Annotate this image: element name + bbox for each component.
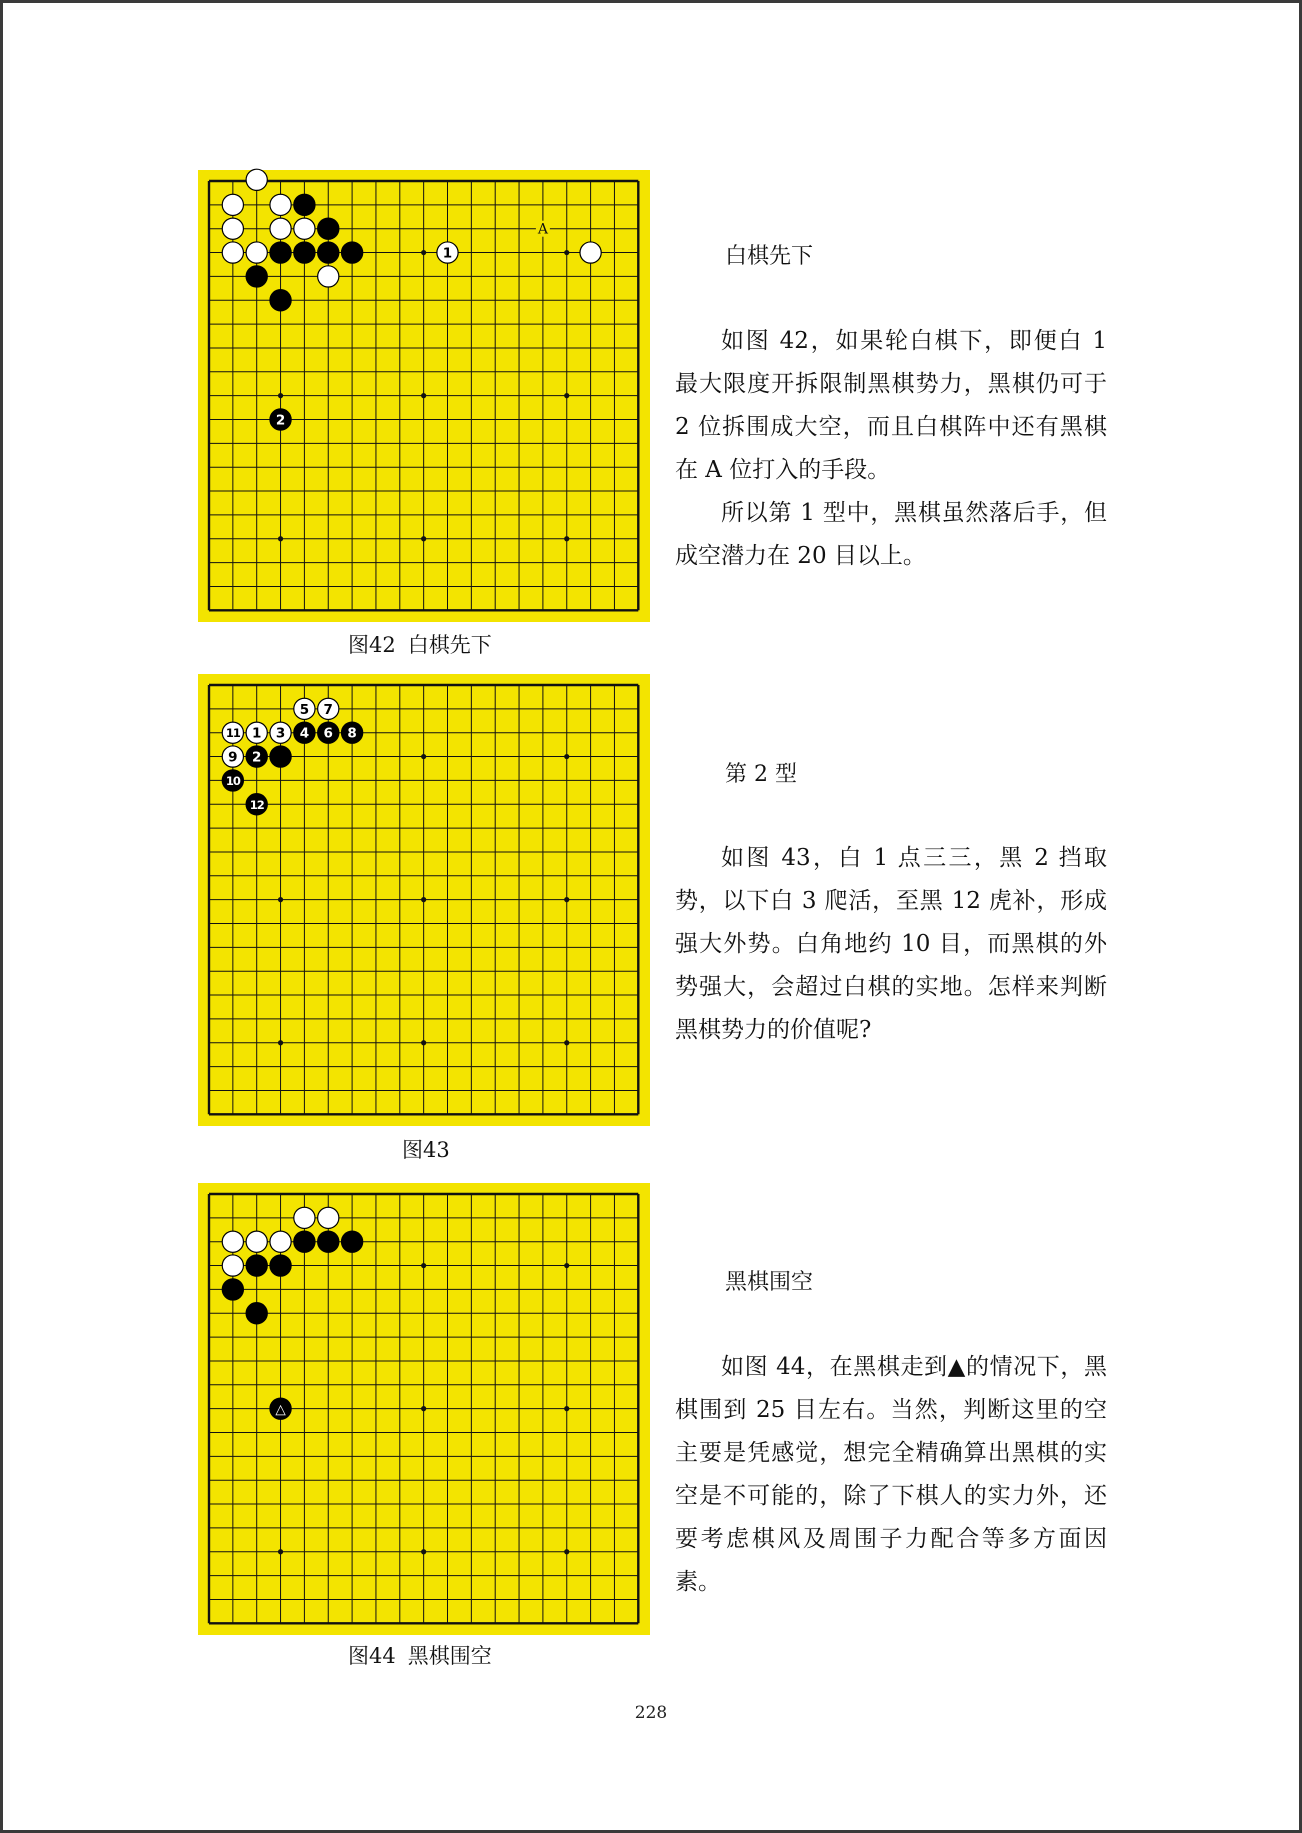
section-paragraph: 如图 42，如果轮白棋下，即便白 1 最大限度开拆限制黑棋势力，黑棋仍可于 2 位拆围成大空，而且白棋阵中还有黑棋在 A 位打入的手段。 bbox=[675, 328, 1107, 483]
black-stone bbox=[294, 242, 315, 263]
figure-caption-43 bbox=[402, 1134, 462, 1164]
letter-mark: A bbox=[537, 221, 548, 238]
star-point bbox=[564, 754, 569, 759]
page-number: 228 bbox=[634, 1703, 668, 1723]
move-number-label: 2 bbox=[275, 412, 286, 429]
star-point bbox=[421, 1406, 426, 1411]
white-stone bbox=[246, 242, 267, 263]
star-point bbox=[421, 393, 426, 398]
star-point bbox=[278, 1040, 283, 1045]
white-stone bbox=[246, 1231, 267, 1252]
white-stone bbox=[294, 218, 315, 239]
star-point bbox=[421, 1040, 426, 1045]
figure-caption-42 bbox=[348, 629, 504, 659]
star-point bbox=[421, 536, 426, 541]
move-number-label: 7 bbox=[323, 701, 333, 718]
section-paragraph: 如图 44，在黑棋走到▲的情况下，黑棋围到 25 目左右。当然，判断这里的空主要是凭感觉，想完全精确算出黑棋的实空是不可能的，除了下棋人的实力外，还要考虑棋风及周围子力配合等多方面因素。 bbox=[675, 1354, 1107, 1595]
figure-title: 黑棋围空 bbox=[407, 1644, 492, 1668]
star-point bbox=[564, 393, 569, 398]
white-stone bbox=[318, 1207, 339, 1228]
black-stone bbox=[294, 1231, 315, 1252]
white-stone bbox=[222, 218, 243, 239]
black-stone bbox=[270, 242, 291, 263]
white-stone bbox=[222, 194, 243, 215]
white-stone bbox=[246, 169, 267, 190]
black-stone bbox=[318, 218, 339, 239]
move-number-label: 2 bbox=[251, 749, 262, 766]
go-board-svg-fig43 bbox=[198, 674, 650, 1126]
white-stone bbox=[580, 242, 601, 263]
go-board-svg-fig44 bbox=[198, 1183, 650, 1635]
move-number-label: 5 bbox=[299, 701, 310, 718]
white-stone bbox=[270, 1231, 291, 1252]
section-paragraph: 如图 43，白 1 点三三，黑 2 挡取势，以下白 3 爬活，至黑 12 虎补，形成强大外势。白角地约 10 目，而黑棋的外势强大，会超过白棋的实地。怎样来判断黑棋势力的价值呢? bbox=[675, 845, 1107, 1043]
star-point bbox=[421, 1549, 426, 1554]
go-board-fig42 bbox=[198, 170, 650, 622]
black-stone bbox=[318, 1231, 339, 1252]
move-number-label: 10 bbox=[225, 773, 240, 788]
star-point bbox=[564, 1406, 569, 1411]
section-paragraph: 所以第 1 型中，黑棋虽然落后手，但成空潜力在 20 目以上。 bbox=[675, 500, 1107, 569]
go-board-fig44 bbox=[198, 1183, 650, 1635]
star-point bbox=[278, 536, 283, 541]
black-stone bbox=[342, 242, 363, 263]
black-stone bbox=[294, 194, 315, 215]
star-point bbox=[421, 1263, 426, 1268]
black-stone bbox=[270, 290, 291, 311]
black-stone bbox=[342, 1231, 363, 1252]
black-stone bbox=[246, 266, 267, 287]
move-number-label: 1 bbox=[251, 725, 262, 742]
move-number-label: 3 bbox=[275, 725, 286, 742]
section-heading-type-2: 第 2 型 bbox=[725, 762, 797, 787]
black-stone bbox=[318, 242, 339, 263]
star-point bbox=[564, 1263, 569, 1268]
figure-title: 白棋先下 bbox=[407, 633, 492, 657]
figure-number: 图42 bbox=[348, 633, 396, 657]
move-number-label: 12 bbox=[249, 797, 264, 812]
white-stone bbox=[222, 242, 243, 263]
black-stone bbox=[270, 1255, 291, 1276]
move-number-label: 9 bbox=[228, 749, 238, 766]
black-stone bbox=[246, 1255, 267, 1276]
figure-number: 图43 bbox=[402, 1138, 450, 1162]
star-point bbox=[278, 1549, 283, 1554]
move-number-label: 6 bbox=[323, 725, 333, 742]
black-stone bbox=[222, 1279, 243, 1300]
white-stone bbox=[222, 1231, 243, 1252]
white-stone bbox=[270, 194, 291, 215]
go-board-svg-fig42 bbox=[198, 170, 650, 622]
star-point bbox=[278, 897, 283, 902]
figure-number: 图44 bbox=[348, 1644, 396, 1668]
black-stone bbox=[246, 1303, 267, 1324]
move-number-label: 8 bbox=[347, 725, 357, 742]
white-stone bbox=[294, 1207, 315, 1228]
star-point bbox=[564, 897, 569, 902]
move-number-label: △ bbox=[275, 1401, 286, 1418]
white-stone bbox=[318, 266, 339, 287]
figure-caption-44 bbox=[348, 1640, 504, 1670]
black-stone bbox=[270, 746, 291, 767]
white-stone bbox=[222, 1255, 243, 1276]
white-stone bbox=[270, 218, 291, 239]
star-point bbox=[278, 393, 283, 398]
star-point bbox=[564, 536, 569, 541]
star-point bbox=[421, 897, 426, 902]
section-heading-black-territory: 黑棋围空 bbox=[725, 1270, 814, 1295]
go-board-fig43 bbox=[198, 674, 650, 1126]
move-number-label: 11 bbox=[225, 726, 240, 741]
section-heading-white-first: 白棋先下 bbox=[725, 244, 814, 269]
star-point bbox=[564, 250, 569, 255]
star-point bbox=[564, 1040, 569, 1045]
star-point bbox=[421, 754, 426, 759]
move-number-label: 1 bbox=[442, 245, 453, 262]
star-point bbox=[564, 1549, 569, 1554]
move-number-label: 4 bbox=[299, 725, 310, 742]
star-point bbox=[421, 250, 426, 255]
